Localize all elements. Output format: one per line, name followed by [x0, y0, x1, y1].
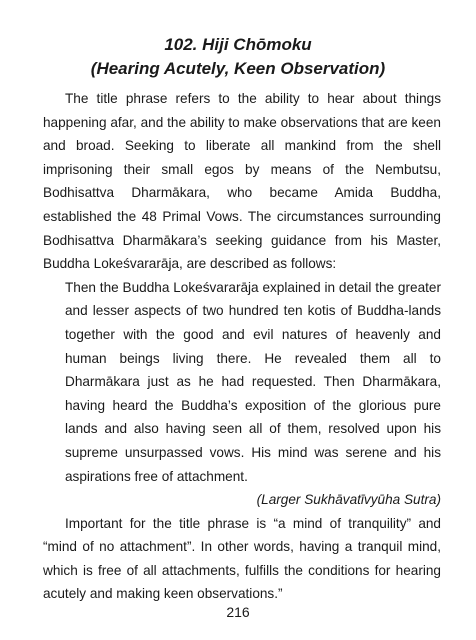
page-number: 216 [226, 604, 250, 620]
sutra-quote: Then the Buddha Lokeśvararāja explained in detail the greater and lesser aspects of two hundred ten kotis of Buddha-lands together with the good and evil natures of heavenly and human beings living there. He revealed them all to Dharmākara just as he had requested. Then Dharmākara, having heard the Buddha’s exposition of the glorious pure lands and also having seen all of them, resolved upon his supreme unsurpassed vows. His mind was serene and his aspirations free of attachment. [65, 279, 441, 484]
chapter-title: 102. Hiji Chōmoku [164, 35, 312, 54]
intro-paragraph: The title phrase refers to the ability to hear about things happening afar, and the ability to make observations that are keen and broad. Seeking to liberate all mankind from the shell imprisoning their small egos by means of the Nembutsu, Bodhisattva Dharmākara, who became Amida Buddha, established the 48 Primal Vows. The circumstances surrounding Bodhisattva Dharmākara’s seeking guidance from his Master, Buddha Lokeśvararāja, are described as follows: [43, 91, 441, 272]
closing-paragraph: Important for the title phrase is “a mind of tranquility” and “mind of no attachment”. In other words, having a tranquil mind, which is free of all attachments, fulfills the conditions for hearing acutely and making keen observations.” [43, 515, 441, 602]
quote-citation [43, 488, 441, 512]
page-body [43, 87, 441, 606]
chapter-subtitle: (Hearing Acutely, Keen Observation) [90, 59, 386, 78]
citation-text: (Larger Sukhāvatīvyūha Sutra) [256, 492, 441, 508]
